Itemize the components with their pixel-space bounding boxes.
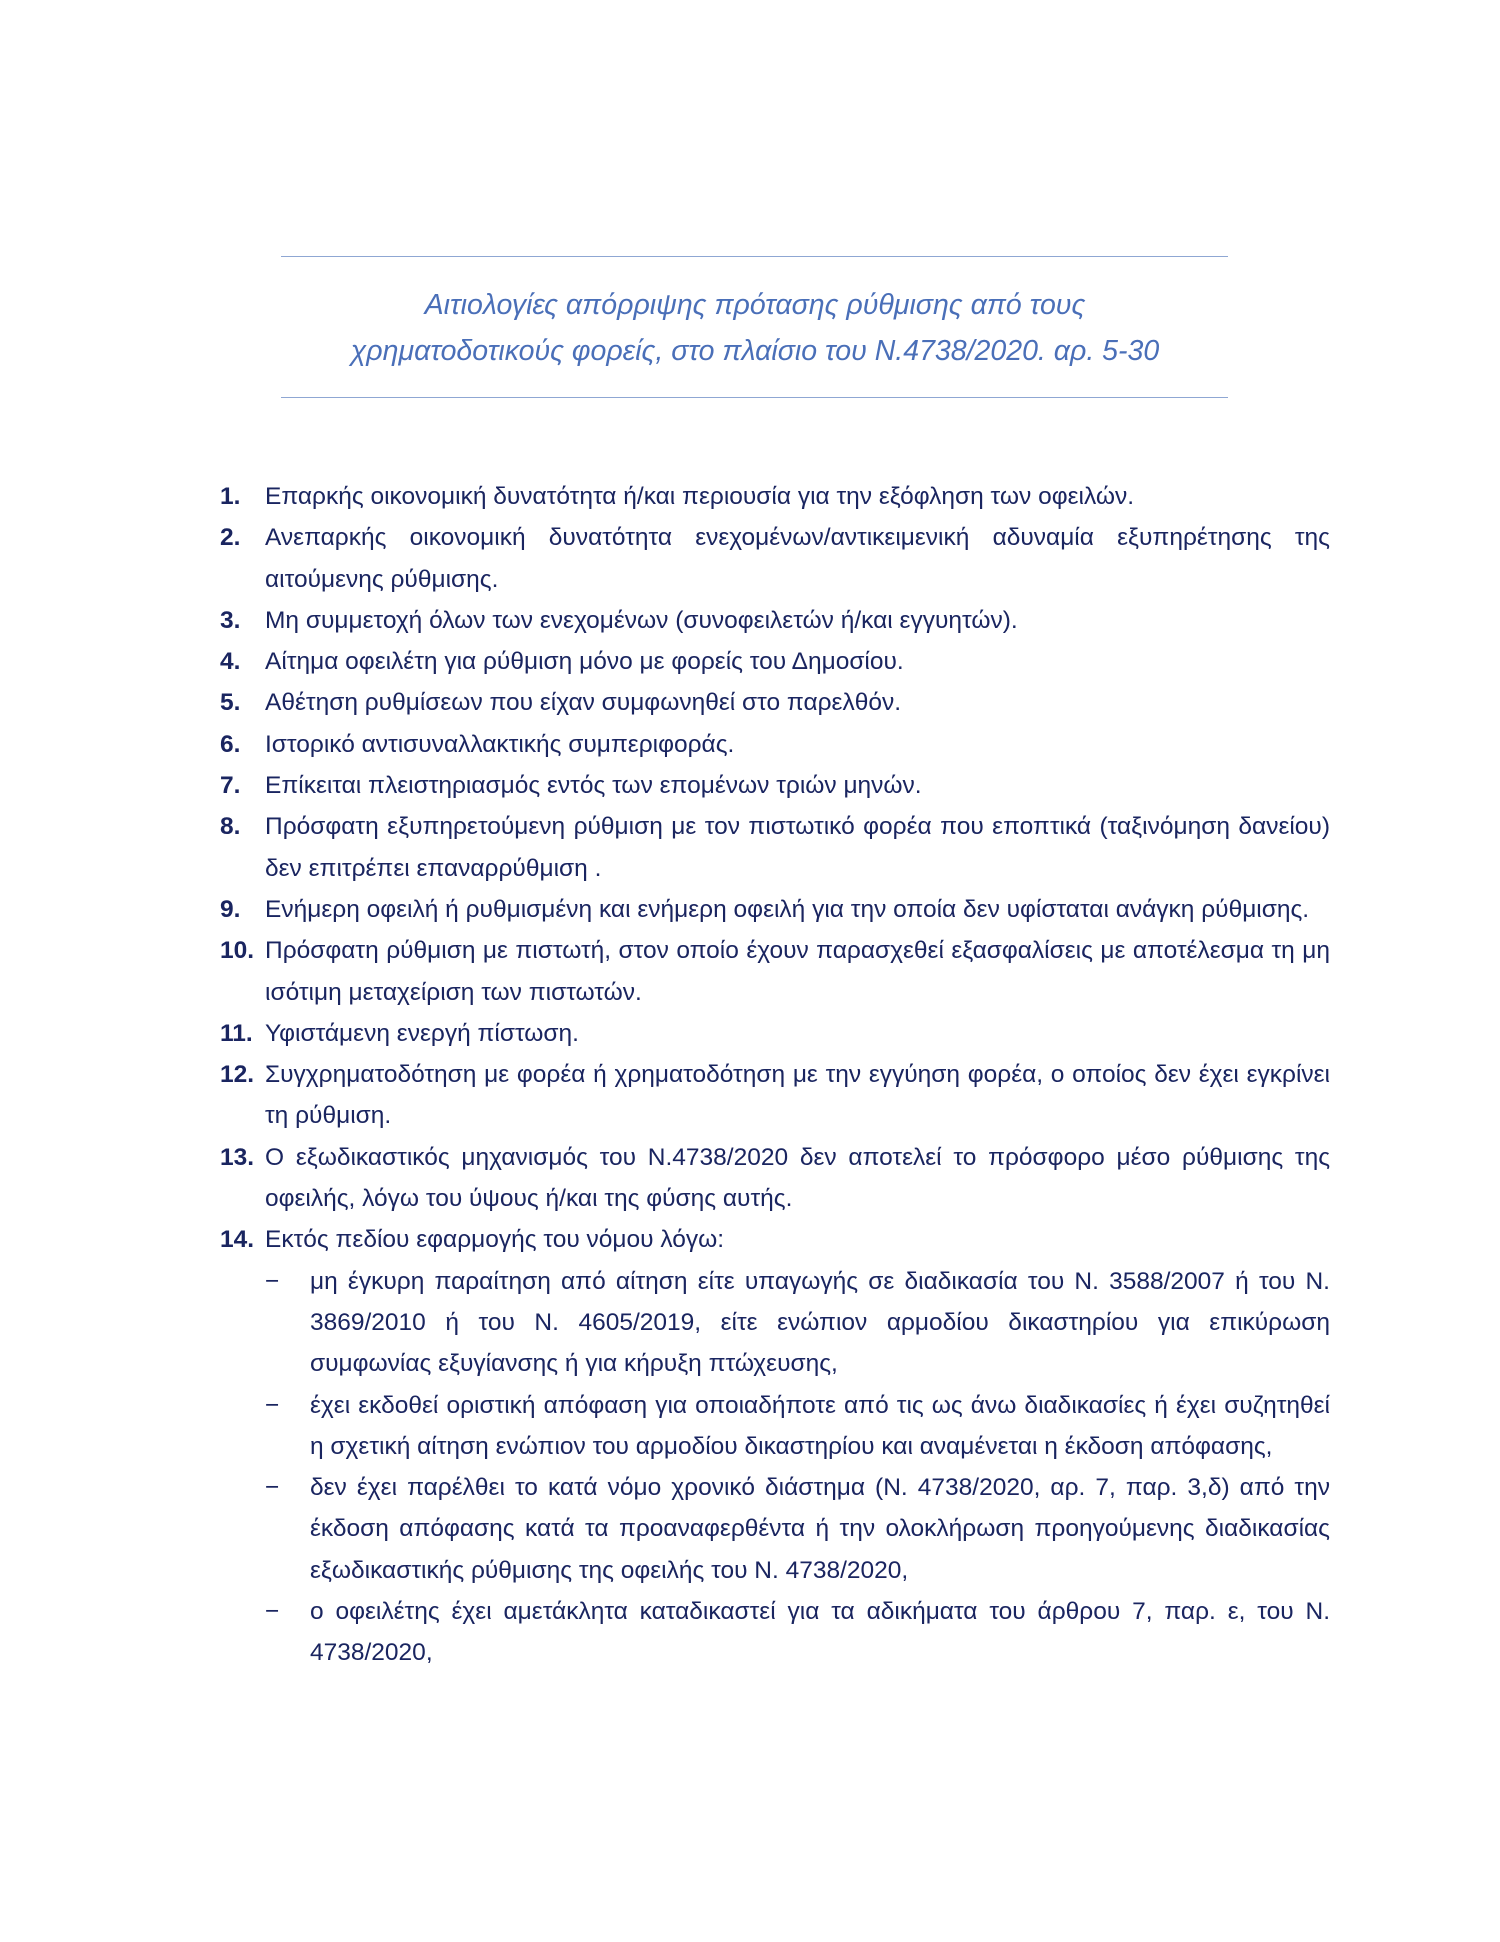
sub-item-text: δεν έχει παρέλθει το κατά νόμο χρονικό διάστημα (Ν. 4738/2020, αρ. 7, παρ. 3,δ) από την έκδοση απόφασης κατά τα προαναφερθέντα ή την ολοκλήρωση προηγούμενης διαδικασίας εξωδικαστικής ρύθμισης της οφειλής του Ν. 4738/2020, <box>310 1474 1330 1584</box>
dash-bullet: − <box>265 1474 280 1502</box>
sub-item-text: έχει εκδοθεί οριστική απόφαση για οποιαδήποτε από τις ως άνω διαδικασίες ή έχει συζητηθεί η σχετική αίτηση ενώπιον του αρμοδίου δικαστηρίου και αναμένεται η έκδοση απόφασης, <box>310 1391 1330 1460</box>
item-text: Αθέτηση ρυθμίσεων που είχαν συμφωνηθεί στο παρελθόν. <box>265 689 902 717</box>
item-text: Πρόσφατη ρύθμιση με πιστωτή, στον οποίο έχουν παρασχεθεί εξασφαλίσεις με αποτέλεσμα τη μη ισότιμη μεταχείριση των πιστωτών. <box>265 937 1330 1006</box>
item-number: 13. <box>220 1143 255 1171</box>
item-text: Επίκειται πλειστηριασμός εντός των επομένων τριών μηνών. <box>265 772 922 800</box>
list-item <box>220 1137 1330 1220</box>
dash-bullet: − <box>265 1598 280 1626</box>
sub-list-item <box>220 1385 1330 1468</box>
item-number: 7. <box>220 772 241 800</box>
item-number: 10. <box>220 937 255 965</box>
list-item <box>220 682 1330 723</box>
item-number: 9. <box>220 895 241 923</box>
list-item <box>220 1219 1330 1673</box>
list-item <box>220 641 1330 682</box>
item-text: Επαρκής οικονομική δυνατότητα ή/και περιουσία για την εξόφληση των οφειλών. <box>265 483 1135 510</box>
reasons-list <box>220 476 1330 1674</box>
item-text: Πρόσφατη εξυπηρετούμενη ρύθμιση με τον πιστωτικό φορέα που εποπτικά (ταξινόμηση δανείου) δεν επιτρέπει επαναρρύθμιση . <box>265 813 1330 882</box>
item-text: Συγχρηματοδότηση με φορέα ή χρηματοδότηση με την εγγύηση φορέα, ο οποίος δεν έχει εγκρίνει τη ρύθμιση. <box>265 1061 1330 1130</box>
sub-item-text: μη έγκυρη παραίτηση από αίτηση είτε υπαγωγής σε διαδικασία του Ν. 3588/2007 ή του Ν. 3869/2010 ή του Ν. 4605/2019, είτε ενώπιον αρμοδίου δικαστηρίου για επικύρωση συμφωνίας εξυγίανσης ή για κήρυξη πτώχευσης, <box>310 1267 1330 1378</box>
title-line-1: Αιτιολογίες απόρριψης πρότασης ρύθμισης από τους <box>424 289 1086 321</box>
item-number: 11. <box>220 1019 253 1047</box>
list-item <box>220 889 1330 930</box>
sub-list-item <box>220 1591 1330 1674</box>
item-number: 14. <box>220 1226 255 1254</box>
sub-list-item <box>220 1467 1330 1591</box>
item-text: Ανεπαρκής οικονομική δυνατότητα ενεχομένων/αντικειμενική αδυναμία εξυπηρέτησης της αιτούμενης ρύθμισης. <box>265 524 1330 593</box>
item-text: Μη συμμετοχή όλων των ενεχομένων (συνοφειλετών ή/και εγγυητών). <box>265 606 1018 634</box>
sub-list-item <box>220 1261 1330 1385</box>
item-text: Υφιστάμενη ενεργή πίστωση. <box>265 1019 579 1047</box>
title-top-rule <box>281 256 1228 257</box>
list-item <box>220 806 1330 889</box>
sub-list <box>265 1261 1330 1674</box>
list-item <box>220 765 1330 806</box>
document-title <box>240 282 1270 374</box>
list-item <box>220 1054 1330 1137</box>
item-number: 6. <box>220 730 241 758</box>
title-line-2: χρηματοδοτικούς φορείς, στο πλαίσιο του Ν.4738/2020. αρ. 5-30 <box>350 335 1160 367</box>
item-number: 5. <box>220 689 241 717</box>
item-number: 8. <box>220 813 241 841</box>
item-number: 4. <box>220 648 241 676</box>
item-number: 12. <box>220 1061 255 1089</box>
item-number: 1. <box>220 483 241 510</box>
sub-item-text: ο οφειλέτης έχει αμετάκλητα καταδικαστεί για τα αδικήματα του άρθρου 7, παρ. ε, του Ν. 4738/2020, <box>310 1598 1330 1667</box>
item-text: Εκτός πεδίου εφαρμογής του νόμου λόγω: <box>265 1226 725 1254</box>
title-bottom-rule <box>281 397 1228 398</box>
list-item <box>220 600 1330 641</box>
dash-bullet: − <box>265 1391 280 1419</box>
list-item <box>220 517 1330 600</box>
item-number: 3. <box>220 606 241 634</box>
item-text: Ιστορικό αντισυναλλακτικής συμπεριφοράς. <box>265 730 735 758</box>
list-item <box>220 930 1330 1013</box>
dash-bullet: − <box>265 1267 280 1295</box>
item-text: Ενήμερη οφειλή ή ρυθμισμένη και ενήμερη οφειλή για την οποία δεν υφίσταται ανάγκη ρύθμισης. <box>265 895 1310 923</box>
item-number: 2. <box>220 524 241 552</box>
list-item <box>220 476 1330 517</box>
item-text: Ο εξωδικαστικός μηχανισμός του Ν.4738/2020 δεν αποτελεί το πρόσφορο μέσο ρύθμισης της οφειλής, λόγω του ύψους ή/και της φύσης αυτής. <box>265 1143 1330 1213</box>
list-item <box>220 1013 1330 1054</box>
list-item <box>220 724 1330 765</box>
item-text: Αίτημα οφειλέτη για ρύθμιση μόνο με φορείς του Δημοσίου. <box>265 648 904 676</box>
